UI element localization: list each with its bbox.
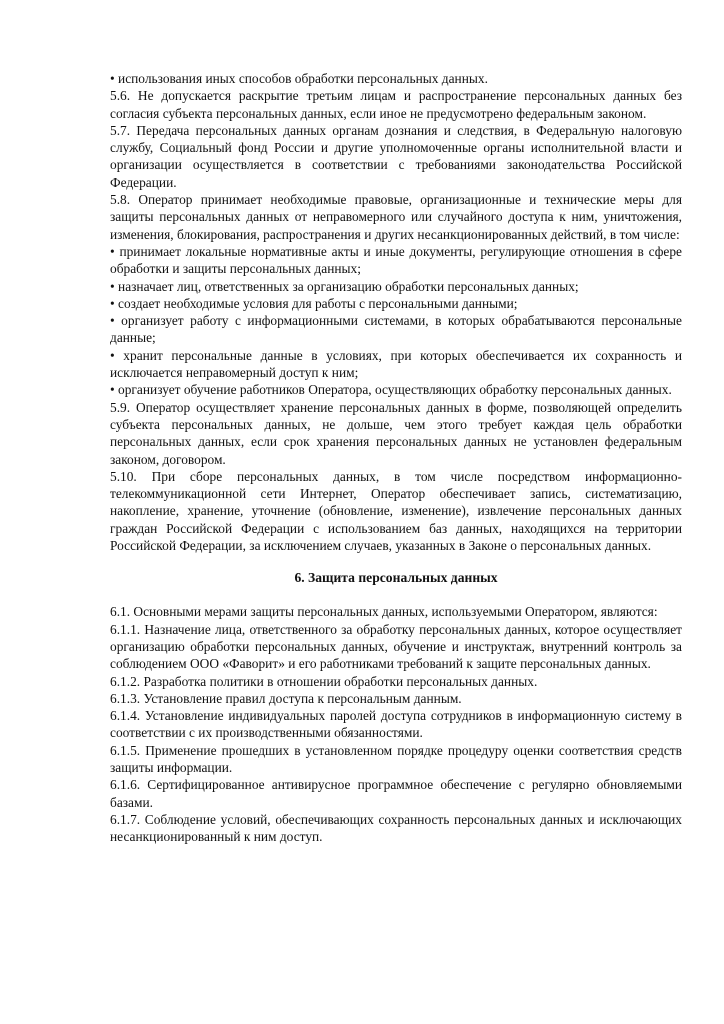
clause-6-1-7: 6.1.7. Соблюдение условий, обеспечивающих сохранность персональных данных и исключающих несанкционированный к ним доступ. bbox=[110, 811, 682, 845]
clause-5-9: 5.9. Оператор осуществляет хранение персональных данных в форме, позволяющей определить субъекта персональных данных, не дольше, чем этого требует каждая цель обработки персональных данных, если срок хранения персональных данных не установлен федеральным законом, договором. bbox=[110, 399, 682, 467]
clause-6-1-3: 6.1.3. Установление правил доступа к персональным данным. bbox=[110, 690, 462, 706]
bullet-work-conditions: • создает необходимые условия для работы с персональными данными; bbox=[110, 295, 518, 311]
bullet-responsible-persons: • назначает лиц, ответственных за организацию обработки персональных данных; bbox=[110, 278, 579, 294]
clause-5-10: 5.10. При сборе персональных данных, в том числе посредством информационно-телекоммуникационной сети Интернет, Оператор обеспечивает запись, систематизацию, накопление, хранение, уточнение (обновление, изменение), извлечение персональных данных граждан Российской Федерации с использованием баз данных, находящихся на территории Российской Федерации, за исключением случаев, указанных в Законе о персональных данных. bbox=[110, 468, 682, 554]
bullet-storage: • хранит персональные данные в условиях, при которых обеспечивается их сохранность и исключается неправомерный доступ к ним; bbox=[110, 347, 682, 381]
bullet-information-systems: • организует работу с информационными системами, в которых обрабатываются персональные данные; bbox=[110, 313, 682, 346]
clause-6-1-1: 6.1.1. Назначение лица, ответственного за обработку персональных данных, которое осуществляет организацию обработки персональных данных, обучение и инструктаж, внутренний контроль за соблюдением ООО «Фаворит» и его работниками требований к защите персональных данных. bbox=[110, 621, 682, 672]
clause-6-1-4: 6.1.4. Установление индивидуальных паролей доступа сотрудников в информационную систему в соответствии с их производственными обязанностями. bbox=[110, 708, 682, 741]
clause-6-1-6: 6.1.6. Сертифицированное антивирусное программное обеспечение с регулярно обновляемыми базами. bbox=[110, 777, 682, 810]
clause-5-6: 5.6. Не допускается раскрытие третьим лицам и распространение персональных данных без согласия субъекта персональных данных, если иное не предусмотрено федеральным законом. bbox=[110, 88, 682, 121]
bullet-other-methods: • использования иных способов обработки персональных данных. bbox=[110, 71, 488, 86]
section-6-title: 6. Защита персональных данных bbox=[294, 570, 498, 586]
bullet-training: • организует обучение работников Оператора, осуществляющих обработку персональных данных. bbox=[110, 382, 672, 398]
clause-6-1-2: 6.1.2. Разработка политики в отношении обработки персональных данных. bbox=[110, 673, 538, 689]
clause-5-7: 5.7. Передача персональных данных органам дознания и следствия, в Федеральную налоговую службу, Социальный фонд России и другие уполномоченные органы исполнительной власти и организации осуществляется в соответствии с требованиями законодательства Российской Федерации. bbox=[110, 122, 682, 190]
document-page bbox=[110, 70, 682, 845]
clause-5-8: 5.8. Оператор принимает необходимые правовые, организационные и технические меры для защиты персональных данных от неправомерного или случайного доступа к ним, уничтожения, изменения, блокирования, распространения и других несанкционированных действий, в том числе: bbox=[110, 192, 682, 242]
clause-6-1: 6.1. Основными мерами защиты персональных данных, используемыми Оператором, являются: bbox=[110, 604, 658, 620]
bullet-local-acts: • принимает локальные нормативные акты и иные документы, регулирующие отношения в сфере обработки и защиты персональных данных; bbox=[110, 243, 682, 277]
clause-6-1-5: 6.1.5. Применение прошедших в установленном порядке процедуру оценки соответствия средств защиты информации. bbox=[110, 742, 682, 775]
